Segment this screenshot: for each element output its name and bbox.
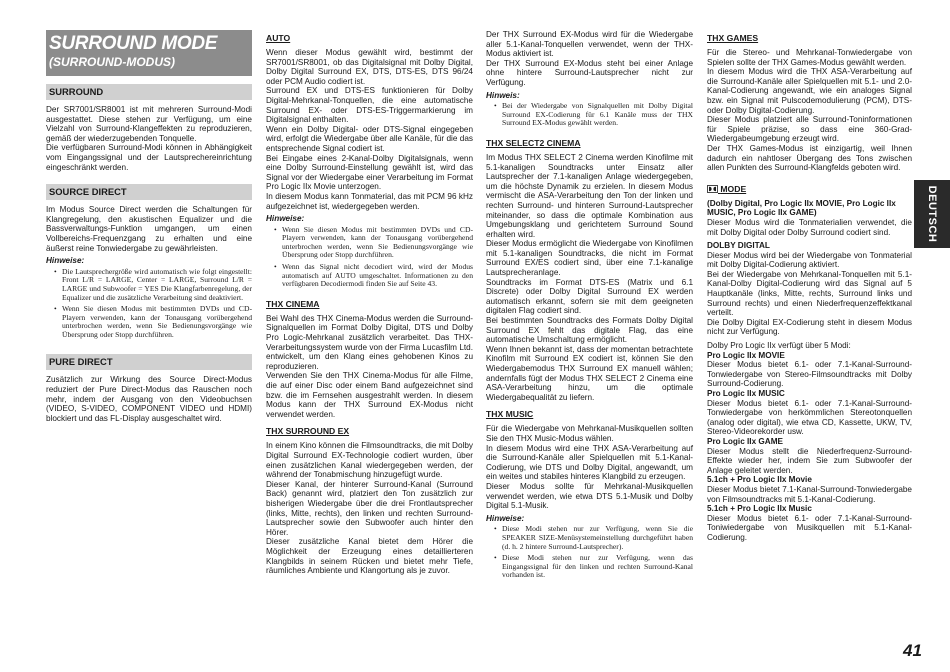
page-title-box bbox=[46, 30, 252, 76]
thx-games-text: Für die Stereo- und Mehrkanal-Tonwiedergabe von Spielen sollte der THX Games-Modus gewählt werden. In diesem Modus wird die THX ASA-Verarbeitung auf die Surround-Kanäle aller Spielquellen mit 5.1- und 2.0-Kanal-Codierung angewandt, wie ein analoges Signal bzw. ein Signal mit Pulscodemodulierung (PCM), DTS- oder Dolby Digital-Codierung. Dieser Modus platziert alle Surround-Toninformationen für Spiele präzise, so dass eine 360-Grad-Wiedergabeumgebung erzeugt wird. Der THX Games-Modus ist einzigartig, weil Ihnen dadurch ein nahtloser Übergang des Tons zwischen allen Punkten des Surround-Klangfelds geboten wird. bbox=[707, 48, 912, 173]
note-item: • Wenn das Signal nicht decodiert wird, wird der Modus automatisch auf AUTO umgeschaltet. Informationen zu den verfügbaren Decodiermodi finden Sie auf Seite 43. bbox=[266, 263, 473, 289]
surround-text: Der SR7001/SR8001 ist mit mehreren Surround-Modi ausgestattet. Diese stehen zur Verfügung, um eine Vielzahl von Surround-Klangeffekten zu reproduzieren, gemäß der wiederzugebenden Tonquelle. Die verfügbaren Surround-Modi können in Abhängigkeit vom Eingangssignal und der Lautsprechereinrichtung eingeschränkt werden. bbox=[46, 105, 252, 172]
language-tab-label: DEUTSCH bbox=[926, 185, 938, 243]
dolby-digital-label: DOLBY DIGITAL bbox=[707, 241, 770, 251]
mode-text: Dieser Modus stellt die Niederfrequenz-Surround-Effekte wieder her, indem Sie zum Subwoofer der Anlage geleitet werden. bbox=[707, 446, 912, 475]
section-source-direct-heading: SOURCE DIRECT bbox=[46, 184, 252, 200]
page-subtitle: (SURROUND-MODUS) bbox=[49, 55, 175, 69]
dolby-digital-text: Dieser Modus wird bei der Wiedergabe von Tonmaterial mit Dolby Digital-Codierung aktiviert. Bei der Wiedergabe von Mehrkanal-Tonquellen mit 5.1-Kanal-Dolby Digital-Codierung wird das Signal auf 5 Hauptkanäle (links, Mitte, rechts, Surround links und Surround rechts) und einen Niederfrequenzeffektkanal verteilt. Die Dolby Digital EX-Codierung steht in diesem Modus nicht zur Verfügung. bbox=[707, 250, 912, 337]
source-direct-hint-label: Hinweise: bbox=[46, 256, 85, 266]
thx-cinema-heading: THX CINEMA bbox=[266, 298, 320, 309]
source-direct-notes bbox=[46, 268, 252, 340]
thx-music-text: Für die Wiedergabe von Mehrkanal-Musikquellen sollten Sie den THX Music-Modus wählen. In diesem Modus wird eine THX ASA-Verarbeitung auf die Surround-Kanäle aller Spielquellen mit 5.1-Kanal-Codierung, wie DTS und Dolby Digital, angewandt, um ein weites und stabiles hinteres Klangbild zu erzeugen. Dieser Modus sollte für Mehrkanal-Musikquellen verwendet werden, wie etwa DTS 5.1-Musik und Dolby Digital 5.1-Musik. bbox=[486, 424, 693, 511]
language-tab bbox=[914, 180, 950, 248]
thx-ex-continued-text: Der THX Surround EX-Modus wird für die Wiedergabe aller 5.1-Kanal-Tonquellen verwendet, wenn der THX-Modus aktiviert ist. Der THX Surround EX-Modus steht bei einer Anlage ohne hintere Surround-Lautsprecher nicht zur Verfügung. bbox=[486, 30, 693, 87]
pro-logic-intro: Dolby Pro Logic IIx verfügt über 5 Modi: bbox=[707, 341, 851, 351]
thx-surround-ex-heading: THX SURROUND EX bbox=[266, 426, 350, 437]
note-item: • Wenn Sie diesen Modus mit bestimmten DVDs und CD-Playern verwenden, kann der Tonausgang vorübergehend unterbrochen werden, wenn Sie Bedienungsvorgänge wie Übersprung oder Stopp durchführen. bbox=[266, 226, 473, 260]
page-title: SURROUND MODE bbox=[49, 33, 218, 54]
auto-heading: AUTO bbox=[266, 33, 291, 43]
auto-notes bbox=[266, 226, 473, 289]
pure-direct-text: Zusätzlich zur Wirkung des Source Direct-Modus reduziert der Pure Direct-Modus das Rauschen noch mehr, indem der Ausgang von den Videobuchsen (VIDEO, S-VIDEO, COMPONENT VIDEO und HDMI) blockiert und das FL-Display ausgeschaltet wird. bbox=[46, 375, 252, 423]
section-surround-heading: SURROUND bbox=[46, 84, 252, 100]
mode-label: Pro Logic IIx MUSIC bbox=[707, 389, 785, 398]
column-4 bbox=[707, 30, 912, 543]
column-3 bbox=[486, 30, 693, 583]
note-item: • Wenn Sie diesen Modus mit bestimmten DVDs und CD-Playern verwenden, kann der Tonausgang vorübergehend unterbrochen werden, wenn Sie Bedienungsvorgänge wie Übersprung oder Stopp durchführen. bbox=[46, 305, 252, 339]
mode-label: 5.1ch + Pro Logic IIx Movie bbox=[707, 475, 812, 485]
thx-music-notes bbox=[486, 525, 693, 580]
thx-select2-text: Im Modus THX SELECT 2 Cinema werden Kinofilme mit 5.1-kanaligen Soundtracks unter Einsatz aller Lautsprecher der 7.1-kanaligen Anlage wiedergegeben, um die höchste Dynamik zu erzielen. In diesem Modus vermischt die ASA-Verarbeitung den Ton der linken und rechten Surround- und hinteren Surround-Lautsprecher miteinander, so dass die optimale Kombination aus Umgebungsklang und gerichtetem Surround Sound erhalten wird. Dieser Modus ermöglicht die Wiedergabe von Kinofilmen mit 5.1-kanaligen Soundtracks, die nicht im Format Surround EX/ES codiert sind, über eine 7.1-kanalige Lautsprecheranlage. Soundtracks im Format DTS-ES (Matrix und 6.1 Discrete) oder Dolby Digital Surround EX werden automatisch erkannt, sofern sie mit dem geeigneten digitalen Flag codiert sind. Bei bestimmten Soundtracks des Formats Dolby Digital Surround EX fehlt das digitale Flag, das eine automatische Umschaltung ermöglicht. Wenn Ihnen bekannt ist, dass der momentan betrachtete Kinofilm mit Surround EX codiert ist, können Sie den Wiedergabemodus THX Surround EX manuell wählen; andernfalls fügt der Modus THX SELECT 2 Cinema eine ASA-Verarbeitung hinzu, um die optimale Wiedergabequalität zu liefern. bbox=[486, 152, 693, 402]
mode-text: Dieser Modus bietet 6.1- oder 7.1-Kanal-Surround-Tonwiedergabe von Stereo-Filmsoundtracks mit Dolby Surround-Codierung. bbox=[707, 360, 912, 389]
mode-label: Pro Logic IIx MOVIE bbox=[707, 350, 785, 360]
thx-ex-hint-label: Hinweis: bbox=[486, 90, 520, 100]
mode-text: Dieser Modus bietet 6.1- oder 7.1-Kanal-Surround-Toniwiedergabe von Musikquellen mit 5.1-Kanal-Codierung. bbox=[707, 513, 912, 542]
note-item: • Bei der Wiedergabe von Signalquellen mit Dolby Digital Surround EX-Codierung für 6.1 Kanäle muss der THX Surround EX-Modus gewählt werden. bbox=[486, 102, 693, 128]
section-surround-text bbox=[46, 105, 252, 172]
thx-select2-heading: THX SELECT2 CINEMA bbox=[486, 137, 581, 148]
mode-text: Dieser Modus bietet 6.1- oder 7.1-Kanal-Surround-Tonwiedergabe von herkömmlichen Stereotonquellen (analog oder digital), wie etwa CD, Kassette, UKW, TV, Stereo-Videorekorder usw. bbox=[707, 398, 912, 437]
thx-music-heading: THX MUSIC bbox=[486, 409, 534, 420]
dolby-mode-intro-text: Dieser Modus wird die Tonmaterialien verwendet, die mit Dolby Digital oder Dolby Surround codiert sind. bbox=[707, 217, 912, 237]
note-item: • Diese Modi stehen nur zur Verfügung, wenn Sie die SPEAKER SIZE-Menüsystemeinstellung durchgeführt haben (d. h. 2 hintere Surround-Lautsprecher). bbox=[486, 525, 693, 551]
dolby-mode-heading-text: MODE bbox=[720, 183, 747, 194]
thx-music-hint-label: Hinweise: bbox=[486, 513, 525, 523]
column-2 bbox=[266, 30, 473, 576]
mode-text: Dieser Modus bietet 7.1-Kanal-Surround-Tonwiedergabe von Filmsoundtracks mit 5.1-Kanal-Codierung. bbox=[707, 484, 912, 504]
thx-ex-notes bbox=[486, 102, 693, 128]
dolby-double-d-icon bbox=[707, 185, 718, 193]
thx-surround-ex-text: In einem Kino können die Filmsoundtracks, die mit Dolby Digital Surround EX-Technologie codiert wurden, über einen zusätzlichen Kanal wiedergegeben werden, der während der Tonabmischung hinzugefügt wurde. Dieser Kanal, der hinterer Surround-Kanal (Surround Back) genannt wird, platziert den Ton zusätzlich zur bisherigen Wiedergabe über die drei Frontlautsprecher (links, Mitte, rechts), den linken und rechten Surround-Lautsprecher sowie den Subwoofer auch hinter den Hörer. Dieser zusätzliche Kanal bietet dem Hörer die Möglichkeit der Erzeugung eines detaillierteren Klangbilds in seinem Rücken und bietet mehr Tiefe, räumliches Ambiente und Klangortung als je zuvor. bbox=[266, 441, 473, 576]
page-number: 41 bbox=[903, 641, 922, 660]
dolby-mode-intro-bold: (Dolby Digital, Pro Logic IIx MOVIE, Pro Logic IIx MUSIC, Pro Logic IIx GAME) bbox=[707, 198, 896, 218]
note-item: • Diese Modi stehen nur zur Verfügung, wenn das Eingangssignal für den linken und rechten Surround-Kanal vorhanden ist. bbox=[486, 554, 693, 580]
section-pure-direct-heading: PURE DIRECT bbox=[46, 354, 252, 370]
auto-text: Wenn dieser Modus gewählt wird, bestimmt der SR7001/SR8001, ob das Digitalsignal mit Dolby Digital, Dolby Digital Surround EX, DTS, DTS-ES, DTS 96/24 oder PCM Audio codiert ist. Surround EX und DTS-ES funktionieren für Dolby Digital-Mehrkanal-Tonquellen, die eine automatische Surround EX- oder DTS-ES-Triggermarkierung im Digitalsignal enthalten. Wenn ein Dolby Digital- oder DTS-Signal eingegeben wird, erfolgt die Wiedergabe über alle Kanäle, für die das entsprechende Signal codiert ist. Bei Eingabe eines 2-Kanal-Dolby Digitalsignals, wenn eine Dolby Surround-Einstellung gewählt ist, wird das Signal vor der Wiedergabe einer Verarbeitung im Format Pro Logic IIx Movie unterzogen. In diesem Modus kann Tonmaterial, das mit PCM 96 kHz aufgezeichnet ist, wiedergegeben werden. bbox=[266, 48, 473, 211]
column-1 bbox=[46, 30, 252, 423]
dolby-mode-heading bbox=[707, 184, 912, 195]
thx-cinema-text: Bei Wahl des THX Cinema-Modus werden die Surround-Signalquellen im Format Dolby Digital, DTS und Dolby Pro Logic-Mehrkanal zusätzlich verarbeitet. Das THX-Verarbeitungssystem wurde von der Firma Lucasfilm Ltd. entwickelt, um den Klang eines gehobenen Kinos zu reproduzieren. Verwenden Sie den THX Cinema-Modus für alle Filme, die auf einer Disc oder einem Band aufgezeichnet sind bzw. die im Fernsehen ausgestrahlt werden. In diesem Modus kann der THX Surround EX-Modus nicht verwendet werden. bbox=[266, 313, 473, 419]
thx-games-heading: THX GAMES bbox=[707, 33, 759, 43]
source-direct-text: Im Modus Source Direct werden die Schaltungen für Klangregelung, den akustischen Equalizer und die Bassverwaltungs-Funktion umgangen, um einen Vollbereichs-Frequenzgang zu erhalten und eine äußerst reine Tonwiedergabe zu gewährleisten. bbox=[46, 205, 252, 253]
note-item: • Die Lautsprechergröße wird automatisch wie folgt eingestellt: Front L/R = LARGE, Center = LARGE, Surround L/R = LARGE und Subwoofer = YES Die Klangfarbenregelung, der Equalizer und die zusätzliche Verarbeitung sind deaktiviert. bbox=[46, 268, 252, 302]
mode-label: Pro Logic IIx GAME bbox=[707, 436, 783, 446]
mode-label: 5.1ch + Pro Logic IIx Music bbox=[707, 504, 812, 514]
auto-hint-label: Hinweise: bbox=[266, 214, 305, 224]
